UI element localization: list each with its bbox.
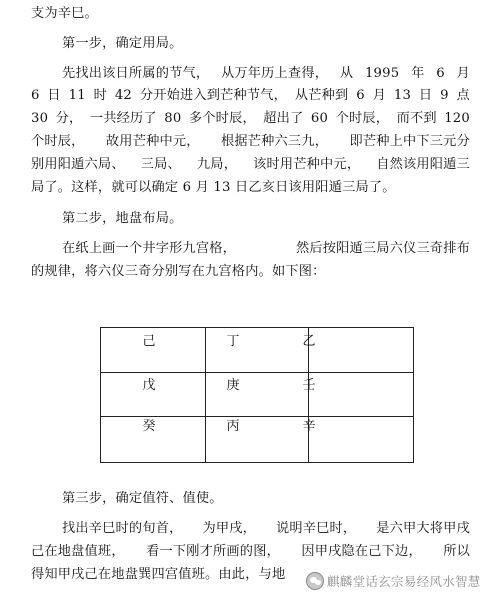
step-two-heading: 第二步，地盘布局。 bbox=[62, 211, 183, 226]
grid-cell: 丁 bbox=[226, 334, 240, 349]
grid-cell: 癸 bbox=[142, 419, 156, 434]
grid-cell: 己 bbox=[142, 334, 156, 349]
grid-divider bbox=[101, 416, 413, 417]
text-line-15: 得知甲戌己在地盘巽四宫值班。由此，与地 bbox=[31, 567, 286, 582]
wechat-icon bbox=[306, 572, 324, 590]
grid-cell: 戊 bbox=[142, 378, 156, 393]
step-three-heading: 第三步，确定值符、值使。 bbox=[62, 491, 223, 506]
grid-cell: 庚 bbox=[226, 378, 240, 393]
text-line-13: 找出辛巳时的旬首， 为甲戌， 说明辛巳时， 是六甲大将甲戌 bbox=[62, 521, 470, 536]
text-line-3: 先找出该日所属的节气， 从万年历上查得， 从 1995 年 6 月 bbox=[62, 66, 470, 81]
text-line-14: 己在地盘值班， 看一下刚才所画的图， 因甲戌隐在己下边， 所以 bbox=[31, 544, 470, 559]
grid-divider bbox=[205, 328, 206, 462]
grid-cell: 壬 bbox=[302, 378, 316, 393]
text-line-8: 局了。这样，就可以确定 6 月 13 日乙亥日该用阳遁三局了。 bbox=[31, 180, 396, 195]
watermark-text: 麒麟堂话玄宗易经风水智慧 bbox=[327, 574, 481, 589]
text-line-6: 个时辰， 故用芒种中元， 根据芒种六三九， 即芒种上中下三元分 bbox=[31, 134, 470, 149]
grid-divider bbox=[101, 372, 413, 373]
watermark bbox=[306, 572, 498, 590]
text-line-1: 支为辛巳。 bbox=[31, 6, 98, 21]
text-line-4: 6 日 11 时 42 分开始进入到芒种节气， 从芒种到 6 月 13 日 9 点 bbox=[31, 88, 470, 103]
nine-palace-grid bbox=[100, 327, 414, 463]
text-line-11: 的规律，将六仪三奇分别写在九宫格内。如下图： bbox=[31, 264, 326, 279]
text-line-10: 在纸上画一个井字形九宫格， 然后按阳遁三局六仪三奇排布 bbox=[62, 241, 470, 256]
grid-cell: 乙 bbox=[302, 334, 316, 349]
step-one-heading: 第一步，确定用局。 bbox=[62, 36, 183, 51]
text-line-5: 30 分， 一共经历了 80 多个时辰， 超出了 60 个时辰， 而不到 120 bbox=[31, 111, 470, 126]
grid-cell: 丙 bbox=[226, 419, 240, 434]
grid-cell: 辛 bbox=[302, 419, 316, 434]
text-line-7: 别用阳遁六局、 三局、 九局， 该时用芒种中元， 自然该用阳遁三 bbox=[31, 157, 470, 172]
